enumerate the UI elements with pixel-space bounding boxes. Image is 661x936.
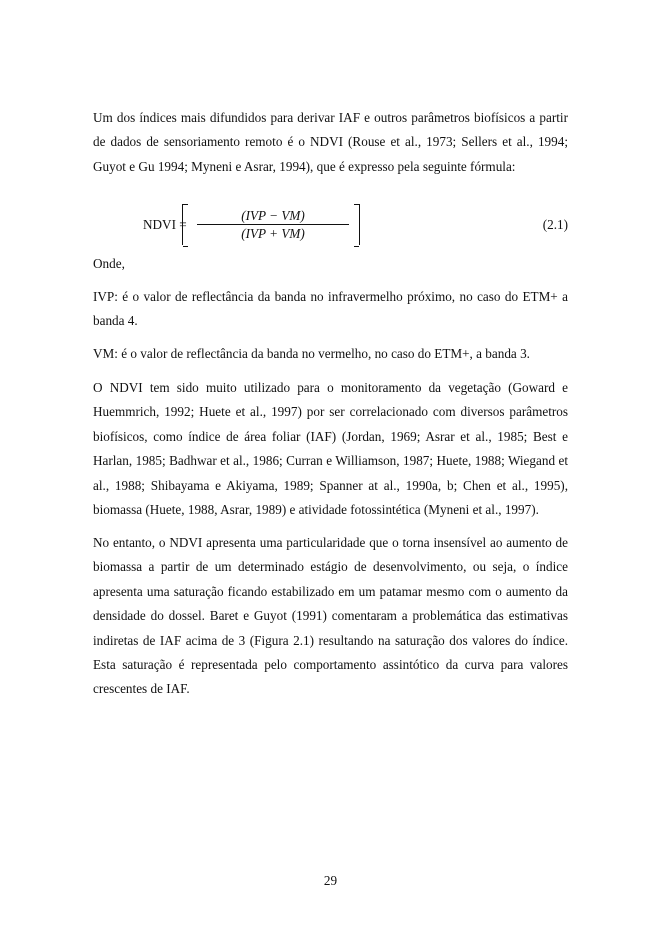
equation-ndvi: [93, 203, 568, 247]
equation-number: (2.1): [542, 217, 568, 232]
equation-denominator: (IVP + VM): [241, 226, 305, 241]
page-number: 29: [323, 873, 338, 888]
paragraph-intro: Um dos índices mais difundidos para derivar IAF e outros parâmetros biofísicos a partir de dados de sensoriamento remoto é o NDVI (Rouse et al., 1973; Sellers et al., 1994; Guyot e Gu 1994; Myneni e Asrar, 1994), que é expresso pela seguinte fórmula:: [93, 110, 568, 174]
paragraph-saturation: No entanto, o NDVI apresenta uma particularidade que o torna insensível ao aumento de biomassa a partir de um determinado estágio de desenvolvimento, ou seja, o índice apresenta uma saturação ficando estabilizado em um patamar mesmo com o aumento da densidade do dossel. Baret e Guyot (1991) comentaram a problemática das estimativas indiretas de IAF acima de 3 (Figura 2.1) resultando na saturação dos valores do índice. Esta saturação é representada pelo comportamento assintótico da curva para valores crescentes de IAF.: [93, 535, 568, 697]
equation-fraction: [193, 207, 353, 242]
equation-lhs: NDVI =: [143, 217, 187, 232]
equation-numerator: (IVP − VM): [241, 208, 305, 223]
paragraph-ivp-definition: IVP: é o valor de reflectância da banda no infravermelho próximo, no caso do ETM+ a banda 4.: [93, 289, 568, 329]
paragraph-onde: Onde,: [93, 256, 125, 271]
paragraph-ndvi-usage: O NDVI tem sido muito utilizado para o monitoramento da vegetação (Goward e Huemmrich, 1992; Huete et al., 1997) por ser correlacionado com diversos parâmetros biofísicos, como índice de área foliar (IAF) (Jordan, 1969; Asrar et al., 1985; Best e Harlan, 1985; Badhwar et al., 1986; Curran e Williamson, 1987; Huete, 1988; Wiegand et al., 1988; Shibayama e Akiyama, 1989; Spanner at al., 1990a, b; Chen et al., 1995), biomassa (Huete, 1988, Asrar, 1989) e atividade fotossintética (Myneni et al., 1997).: [93, 380, 568, 518]
paragraph-vm-definition: VM: é o valor de reflectância da banda no vermelho, no caso do ETM+, a banda 3.: [93, 346, 530, 361]
